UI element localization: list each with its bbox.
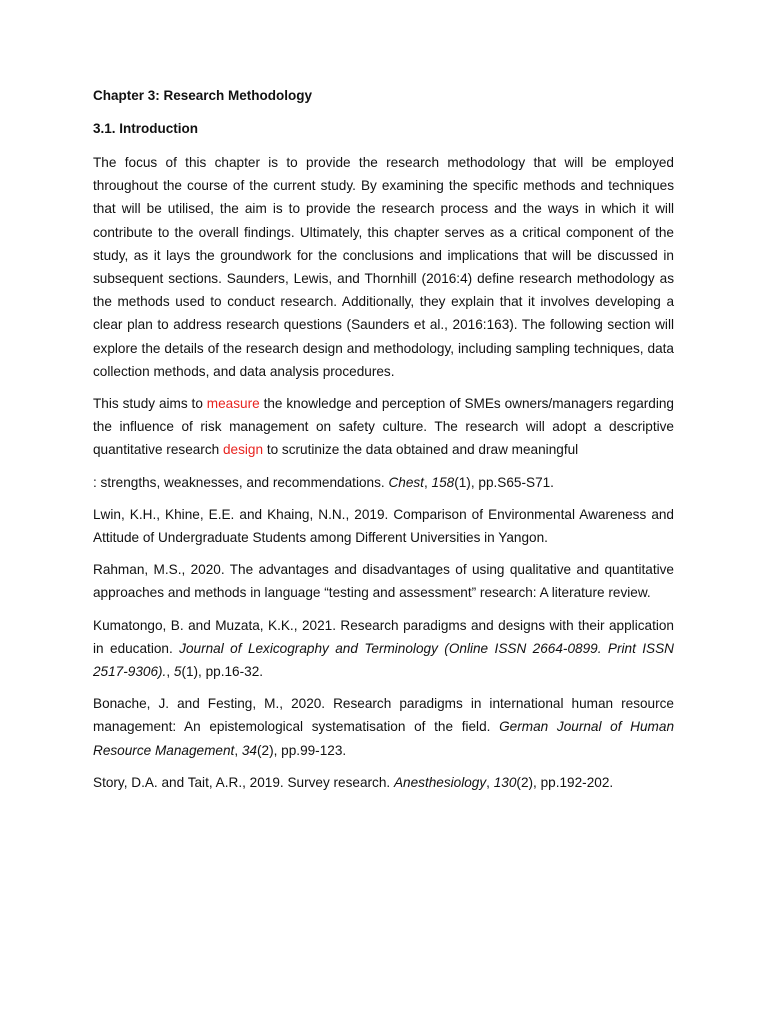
reference-bonache [93, 692, 674, 762]
ref-volume: 130 [493, 774, 517, 790]
reference-kumatongo [93, 614, 674, 684]
ref-text: : strengths, weaknesses, and recommendations. [93, 474, 389, 490]
section-title: 3.1. Introduction [93, 121, 199, 136]
reference-chest [93, 471, 674, 494]
ref-rest: (2), pp.192-202. [516, 774, 614, 790]
highlight-measure: measure [206, 396, 260, 412]
ref-journal: Journal of Lexicography and Terminology (Online ISSN 2664-0899. Print ISSN 2517-9306). [93, 640, 674, 680]
ref-journal: Anesthesiology [393, 774, 487, 790]
aim-text-2: the knowledge and perception of SMEs owners/managers regarding the influence of risk management on safety culture. The research will adopt a descriptive quantitative research [93, 396, 674, 458]
ref-rest: (2), pp.99-123. [257, 742, 347, 758]
ref-volume: 158 [431, 474, 455, 490]
aim-text-3: to scrutinize the data obtained and draw meaningful [263, 442, 579, 458]
ref-sep: , [166, 664, 174, 680]
ref-text: Bonache, J. and Festing, M., 2020. Research paradigms in international human resource management: An epistemological systematisation of the field. [93, 696, 674, 735]
ref-volume: 5 [173, 664, 182, 680]
aim-paragraph [93, 392, 674, 462]
ref-text: Kumatongo, B. and Muzata, K.K., 2021. Research paradigms and designs with their application in education. [93, 617, 674, 656]
chapter-title: Chapter 3: Research Methodology [93, 88, 313, 103]
highlight-design: design [222, 442, 264, 458]
reference-story [93, 771, 674, 794]
reference-lwin: Lwin, K.H., Khine, E.E. and Khaing, N.N., 2019. Comparison of Environmental Awareness and Attitude of Undergraduate Students among Different Universities in Yangon. [93, 506, 674, 546]
document-body [93, 86, 674, 803]
intro-paragraph: The focus of this chapter is to provide the research methodology that will be employed throughout the course of the current study. By examining the specific methods and techniques that will be utilised, the aim is to provide the research process and the ways in which it will contribute to the overall findings. Ultimately, this chapter serves as a critical component of the study, as it lays the groundwork for the conclusions and implications that will be discussed in subsequent sections. Saunders, Lewis, and Thornhill (2016:4) define research methodology as the methods used to conduct research. Additionally, they explain that it involves developing a clear plan to address research questions (Saunders et al., 2016:163). The following section will explore the details of the research design and methodology, including sampling techniques, data collection methods, and data analysis procedures. [93, 155, 674, 379]
ref-journal: German Journal of Human Resource Management [93, 719, 675, 758]
aim-text-1: This study aims to [93, 396, 207, 412]
ref-volume: 34 [241, 742, 257, 758]
ref-journal: Chest [388, 474, 424, 490]
ref-sep: , [234, 742, 242, 758]
reference-rahman: Rahman, M.S., 2020. The advantages and disadvantages of using qualitative and quantitative approaches and methods in language “testing and assessment” research: A literature review. [93, 562, 674, 601]
ref-rest: (1), pp.S65-S71. [454, 474, 554, 490]
ref-sep: , [486, 774, 494, 790]
ref-rest: (1), pp.16-32. [181, 664, 264, 680]
ref-text: Story, D.A. and Tait, A.R., 2019. Survey research. [93, 774, 394, 790]
ref-sep: , [423, 474, 432, 490]
